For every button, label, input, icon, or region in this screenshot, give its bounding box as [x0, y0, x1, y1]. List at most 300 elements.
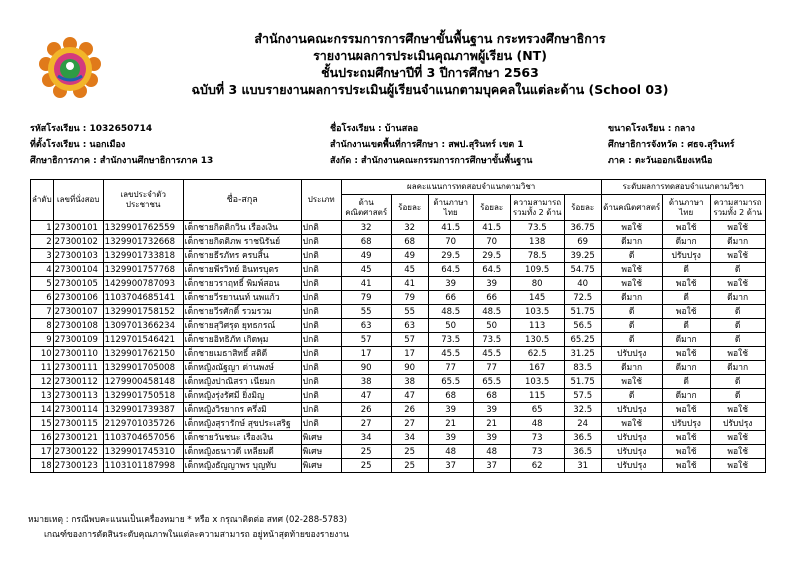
table-cell: พอใช้ [601, 417, 662, 431]
table-cell: 63 [391, 319, 428, 333]
table-cell: พอใช้ [662, 347, 710, 361]
table-cell: 16 [31, 431, 54, 445]
table-cell: 27300105 [53, 277, 103, 291]
report-title-block [110, 30, 750, 98]
table-cell: เด็กชายเมธาสิทธิ์ สติดี [183, 347, 301, 361]
table-cell: ดี [710, 333, 765, 347]
table-cell: เด็กชายพีรวิทย์ อินทรบุตร [183, 263, 301, 277]
table-cell: พอใช้ [662, 221, 710, 235]
table-row [31, 235, 766, 249]
title-line-1: สำนักงานคณะกรรมการการศึกษาขั้นพื้นฐาน กระทรวงศึกษาธิการ [254, 31, 606, 46]
table-row [31, 249, 766, 263]
table-cell: ดี [662, 319, 710, 333]
table-cell: 103.5 [510, 305, 564, 319]
table-cell: ปกติ [301, 375, 341, 389]
table-row [31, 375, 766, 389]
table-row [31, 445, 766, 459]
table-cell: เด็กหญิงณัฐญา ด่านพงษ์ [183, 361, 301, 375]
col-header-no: ลำดับ [31, 180, 54, 221]
table-cell: 7 [31, 305, 54, 319]
table-cell: 6 [31, 291, 54, 305]
table-cell: 69 [564, 235, 601, 249]
table-cell: 27300109 [53, 333, 103, 347]
table-cell: พอใช้ [601, 263, 662, 277]
table-row [31, 277, 766, 291]
table-cell: 1309701366234 [103, 319, 183, 333]
table-cell: 36.5 [564, 431, 601, 445]
table-row [31, 333, 766, 347]
table-cell: 3 [31, 249, 54, 263]
table-cell: เด็กหญิงธนาวดี เหลียมดี [183, 445, 301, 459]
table-cell: พอใช้ [662, 403, 710, 417]
table-cell: 27 [391, 417, 428, 431]
table-cell: 79 [391, 291, 428, 305]
table-cell: 38 [391, 375, 428, 389]
table-cell: เด็กหญิงปาณิสรา เนียมก [183, 375, 301, 389]
table-cell: 45 [391, 263, 428, 277]
table-cell: พอใช้ [662, 459, 710, 473]
table-cell: 103.5 [510, 375, 564, 389]
table-cell: 68 [341, 235, 391, 249]
table-cell: 56.5 [564, 319, 601, 333]
table-cell: เด็กชายสุวิศรุต ยุทธกรณ์ [183, 319, 301, 333]
table-cell: ปกติ [301, 291, 341, 305]
col-header-name: ชื่อ-สกุล [183, 180, 301, 221]
table-cell: 45.5 [473, 347, 510, 361]
table-cell: 39 [473, 431, 510, 445]
table-cell: พอใช้ [710, 221, 765, 235]
table-cell: 39 [428, 277, 473, 291]
table-cell: 73.5 [473, 333, 510, 347]
affiliation: สังกัด : สำนักงานคณะกรรมการการศึกษาขั้นพื้นฐาน [330, 156, 533, 166]
table-cell: 39.25 [564, 249, 601, 263]
table-cell: ดี [662, 375, 710, 389]
table-cell: พอใช้ [601, 375, 662, 389]
table-cell: 65.25 [564, 333, 601, 347]
table-cell: ปกติ [301, 333, 341, 347]
col-header-thai: ด้านภาษาไทย [428, 195, 473, 221]
table-cell: เด็กชายอิทธิภัท เกิดพุม [183, 333, 301, 347]
school-name: ชื่อโรงเรียน : บ้านสลอ [330, 124, 419, 134]
table-cell: 49 [341, 249, 391, 263]
table-cell: ปกติ [301, 403, 341, 417]
table-cell: 31.25 [564, 347, 601, 361]
table-cell: ดีมาก [662, 235, 710, 249]
table-cell: 27300106 [53, 291, 103, 305]
table-cell: 51.75 [564, 305, 601, 319]
table-cell: 27300122 [53, 445, 103, 459]
table-cell: ปรับปรุง [601, 445, 662, 459]
table-cell: 18 [31, 459, 54, 473]
table-cell: 27300113 [53, 389, 103, 403]
table-cell: 1329901733818 [103, 249, 183, 263]
table-cell: เด็กหญิงสุรารักษ์ สุขประเสริฐ [183, 417, 301, 431]
col-header-math-pct: ร้อยละ [391, 195, 428, 221]
table-cell: 77 [428, 361, 473, 375]
table-cell: 68 [473, 389, 510, 403]
table-cell: พอใช้ [662, 305, 710, 319]
table-cell: เด็กชายกิตติภพ ราชนิรันย์ [183, 235, 301, 249]
school-location: ที่ตั้งโรงเรียน : นอกเมือง [30, 140, 126, 150]
table-cell: ดี [601, 319, 662, 333]
table-cell: 90 [341, 361, 391, 375]
col-header-thai-pct: ร้อยละ [473, 195, 510, 221]
table-cell: 9 [31, 333, 54, 347]
table-cell: 64.5 [428, 263, 473, 277]
table-cell: 65.5 [428, 375, 473, 389]
table-cell: 48 [510, 417, 564, 431]
table-cell: 1103704657056 [103, 431, 183, 445]
table-cell: 29.5 [428, 249, 473, 263]
table-row [31, 305, 766, 319]
table-cell: 90 [391, 361, 428, 375]
table-cell: 57 [391, 333, 428, 347]
table-cell: เด็กชายวราฤทธิ์ พิมพ์สอน [183, 277, 301, 291]
table-cell: ปรับปรุง [601, 347, 662, 361]
table-cell: 27300112 [53, 375, 103, 389]
table-cell: 21 [428, 417, 473, 431]
table-row [31, 459, 766, 473]
table-cell: 55 [341, 305, 391, 319]
table-cell: 113 [510, 319, 564, 333]
table-cell: ปกติ [301, 221, 341, 235]
table-cell: ปกติ [301, 389, 341, 403]
table-cell: 26 [391, 403, 428, 417]
table-row [31, 221, 766, 235]
table-cell: พิเศษ [301, 459, 341, 473]
table-cell: พอใช้ [710, 249, 765, 263]
table-cell: 36.5 [564, 445, 601, 459]
table-cell: 4 [31, 263, 54, 277]
table-cell: พอใช้ [710, 431, 765, 445]
table-cell: ดี [601, 249, 662, 263]
table-cell: 41.5 [428, 221, 473, 235]
table-cell: 48 [428, 445, 473, 459]
table-cell: ดี [710, 389, 765, 403]
table-cell: 38 [341, 375, 391, 389]
table-cell: 17 [391, 347, 428, 361]
info-column-middle [330, 121, 532, 169]
table-cell: 51.75 [564, 375, 601, 389]
table-cell: 17 [341, 347, 391, 361]
table-cell: 39 [428, 403, 473, 417]
table-cell: 25 [391, 445, 428, 459]
col-header-math: ด้านคณิตศาสตร์ [341, 195, 391, 221]
table-cell: ปรับปรุง [710, 417, 765, 431]
table-cell: 1329901757768 [103, 263, 183, 277]
table-row [31, 347, 766, 361]
table-cell: 12 [31, 375, 54, 389]
col-group-scores: ผลคะแนนการทดสอบจำแนกตามวิชา [341, 180, 601, 195]
table-cell: เด็กหญิงรุ่งรัศมี ยิ่งมิญ [183, 389, 301, 403]
table-cell: 130.5 [510, 333, 564, 347]
table-cell: 50 [428, 319, 473, 333]
table-cell: พอใช้ [710, 403, 765, 417]
table-cell: 25 [341, 445, 391, 459]
table-cell: 66 [473, 291, 510, 305]
table-cell: 17 [31, 445, 54, 459]
table-cell: 1329901750518 [103, 389, 183, 403]
table-row [31, 263, 766, 277]
table-cell: ปรับปรุง [601, 431, 662, 445]
table-cell: 138 [510, 235, 564, 249]
table-cell: 65 [510, 403, 564, 417]
table-row [31, 431, 766, 445]
table-cell: ดีมาก [710, 361, 765, 375]
table-cell: 15 [31, 417, 54, 431]
table-cell: พอใช้ [710, 277, 765, 291]
region-education-office: ศึกษาธิการภาค : สำนักงานศึกษาธิการภาค 13 [30, 156, 214, 166]
table-cell: 27300104 [53, 263, 103, 277]
table-cell: 79 [341, 291, 391, 305]
table-cell: พอใช้ [710, 347, 765, 361]
table-cell: 45.5 [428, 347, 473, 361]
table-cell: 25 [341, 459, 391, 473]
col-header-level-total: ความสามารถรวมทั้ง 2 ด้าน [710, 195, 765, 221]
table-cell: 1103101187998 [103, 459, 183, 473]
table-cell: ปรับปรุง [601, 459, 662, 473]
table-cell: 1329901745310 [103, 445, 183, 459]
col-header-type: ประเภท [301, 180, 341, 221]
table-cell: พิเศษ [301, 431, 341, 445]
table-cell: พอใช้ [662, 277, 710, 291]
table-cell: 57.5 [564, 389, 601, 403]
table-cell: 57 [341, 333, 391, 347]
table-cell: ดี [710, 375, 765, 389]
table-cell: ดีมาก [662, 333, 710, 347]
table-cell: 1129701546421 [103, 333, 183, 347]
table-cell: ดีมาก [662, 361, 710, 375]
results-table [30, 179, 766, 473]
col-group-levels: ระดับผลการทดสอบจำแนกตามวิชา [601, 180, 765, 195]
table-cell: 41 [341, 277, 391, 291]
table-cell: 78.5 [510, 249, 564, 263]
table-cell: 65.5 [473, 375, 510, 389]
table-cell: 1329901732668 [103, 235, 183, 249]
table-cell: 27300107 [53, 305, 103, 319]
info-column-left [30, 121, 213, 169]
table-cell: 109.5 [510, 263, 564, 277]
table-cell: ปกติ [301, 417, 341, 431]
table-cell: 8 [31, 319, 54, 333]
table-cell: 27300103 [53, 249, 103, 263]
table-cell: 63 [341, 319, 391, 333]
table-cell: 27300101 [53, 221, 103, 235]
table-cell: 39 [473, 403, 510, 417]
table-cell: พอใช้ [710, 459, 765, 473]
table-cell: 2 [31, 235, 54, 249]
table-cell: 48 [473, 445, 510, 459]
table-cell: 83.5 [564, 361, 601, 375]
table-cell: 115 [510, 389, 564, 403]
info-column-right [608, 121, 735, 169]
table-cell: 64.5 [473, 263, 510, 277]
table-cell: 50 [473, 319, 510, 333]
table-cell: 41 [391, 277, 428, 291]
table-cell: 73 [510, 431, 564, 445]
table-cell: 1329901739387 [103, 403, 183, 417]
table-cell: ดีมาก [601, 291, 662, 305]
table-cell: 49 [391, 249, 428, 263]
area-office: สำนักงานเขตพื้นที่การศึกษา : สพป.สุรินทร์ เขต 1 [330, 140, 524, 150]
table-cell: ปรับปรุง [662, 417, 710, 431]
table-cell: 32 [391, 221, 428, 235]
col-header-level-math: ด้านคณิตศาสตร์ [601, 195, 662, 221]
table-cell: 27300102 [53, 235, 103, 249]
table-cell: 37 [428, 459, 473, 473]
table-row [31, 291, 766, 305]
col-header-seat: เลขที่นั่งสอบ [53, 180, 103, 221]
table-cell: 47 [341, 389, 391, 403]
footnote-1: หมายเหตุ : กรณีพบคะแนนเป็นเครื่องหมาย * หรือ x กรุณาติดต่อ สทศ (02-288-5783) [28, 515, 348, 525]
table-cell: ปกติ [301, 361, 341, 375]
obec-logo-icon [38, 36, 102, 100]
table-cell: ดี [601, 305, 662, 319]
table-cell: ดี [662, 263, 710, 277]
table-cell: 27 [341, 417, 391, 431]
table-cell: 73 [510, 445, 564, 459]
table-cell: 21 [473, 417, 510, 431]
table-cell: ดีมาก [601, 361, 662, 375]
table-cell: 37 [473, 459, 510, 473]
table-cell: 41.5 [473, 221, 510, 235]
title-line-4: ฉบับที่ 3 แบบรายงานผลการประเมินผู้เรียนจำแนกตามบุคคลในแต่ละด้าน (School 03) [191, 82, 669, 97]
table-cell: พอใช้ [601, 221, 662, 235]
table-cell: ดีมาก [662, 389, 710, 403]
table-cell: พิเศษ [301, 445, 341, 459]
table-cell: ดี [601, 333, 662, 347]
table-cell: ปกติ [301, 319, 341, 333]
table-cell: 62.5 [510, 347, 564, 361]
table-cell: เด็กหญิงธัญญาพร บุญทับ [183, 459, 301, 473]
school-code: รหัสโรงเรียน : 1032650714 [30, 124, 153, 134]
table-cell: 27300111 [53, 361, 103, 375]
table-row [31, 403, 766, 417]
table-cell: 11 [31, 361, 54, 375]
table-cell: 1329901762559 [103, 221, 183, 235]
table-cell: พอใช้ [662, 431, 710, 445]
school-size: ขนาดโรงเรียน : กลาง [608, 124, 695, 134]
table-cell: เด็กหญิงวิรยากร ครึ่งมิ [183, 403, 301, 417]
table-cell: 1329901762150 [103, 347, 183, 361]
table-cell: 54.75 [564, 263, 601, 277]
table-cell: 27300110 [53, 347, 103, 361]
table-cell: 145 [510, 291, 564, 305]
table-cell: 40 [564, 277, 601, 291]
table-cell: 32 [341, 221, 391, 235]
table-cell: ปกติ [301, 235, 341, 249]
table-cell: 55 [391, 305, 428, 319]
table-cell: 2129701035726 [103, 417, 183, 431]
table-cell: พอใช้ [601, 277, 662, 291]
table-cell: 24 [564, 417, 601, 431]
title-line-3: ชั้นประถมศึกษาปีที่ 3 ปีการศึกษา 2563 [321, 65, 539, 80]
table-cell: 68 [391, 235, 428, 249]
table-cell: เด็กชายกิตติกวิน เรืองเงิน [183, 221, 301, 235]
table-cell: ดี [710, 263, 765, 277]
table-cell: 66 [428, 291, 473, 305]
table-row [31, 417, 766, 431]
table-cell: ปกติ [301, 347, 341, 361]
table-cell: 26 [341, 403, 391, 417]
table-cell: 1329901758152 [103, 305, 183, 319]
table-cell: 27300108 [53, 319, 103, 333]
table-cell: เด็กชายวันชนะ เรืองเงิน [183, 431, 301, 445]
province-office: ศึกษาธิการจังหวัด : ศธจ.สุรินทร์ [608, 140, 735, 150]
table-cell: 36.75 [564, 221, 601, 235]
table-cell: 1103704685141 [103, 291, 183, 305]
footnote-2: เกณฑ์ของการตัดสินระดับคุณภาพในแต่ละความสามารถ อยู่หน้าสุดท้ายของรายงาน [44, 530, 349, 540]
table-cell: ปกติ [301, 263, 341, 277]
table-cell: เด็กชายวีรยานนท์ นพแก้ว [183, 291, 301, 305]
table-cell: 1429900787093 [103, 277, 183, 291]
table-cell: 48.5 [473, 305, 510, 319]
table-cell: 47 [391, 389, 428, 403]
col-header-total: ความสามารถรวมทั้ง 2 ด้าน [510, 195, 564, 221]
table-cell: 39 [473, 277, 510, 291]
table-cell: 34 [391, 431, 428, 445]
table-cell: 70 [428, 235, 473, 249]
table-cell: ดี [710, 319, 765, 333]
table-cell: 62 [510, 459, 564, 473]
table-cell: 13 [31, 389, 54, 403]
table-cell: ดี [710, 305, 765, 319]
table-cell: 73.5 [428, 333, 473, 347]
table-cell: 167 [510, 361, 564, 375]
region: ภาค : ตะวันออกเฉียงเหนือ [608, 156, 713, 166]
table-cell: ดีมาก [601, 235, 662, 249]
table-cell: 27300114 [53, 403, 103, 417]
table-cell: 73.5 [510, 221, 564, 235]
col-header-id: เลขประจำตัวประชาชน [103, 180, 183, 221]
table-cell: ปกติ [301, 305, 341, 319]
table-cell: 27300123 [53, 459, 103, 473]
table-cell: 45 [341, 263, 391, 277]
table-cell: 27300121 [53, 431, 103, 445]
table-cell: 14 [31, 403, 54, 417]
table-cell: ดี [601, 389, 662, 403]
table-cell: 29.5 [473, 249, 510, 263]
table-cell: เด็กชายวีรศักดิ์ รวมรวม [183, 305, 301, 319]
table-cell: ปรับปรุง [662, 249, 710, 263]
table-cell: 80 [510, 277, 564, 291]
table-cell: 72.5 [564, 291, 601, 305]
table-row [31, 361, 766, 375]
table-cell: 5 [31, 277, 54, 291]
table-cell: 77 [473, 361, 510, 375]
col-header-level-thai: ด้านภาษาไทย [662, 195, 710, 221]
table-cell: ปรับปรุง [601, 403, 662, 417]
table-cell: 1329901705008 [103, 361, 183, 375]
table-cell: 10 [31, 347, 54, 361]
table-cell: ปกติ [301, 249, 341, 263]
table-cell: พอใช้ [710, 445, 765, 459]
table-row [31, 319, 766, 333]
table-cell: 32.5 [564, 403, 601, 417]
table-cell: 27300115 [53, 417, 103, 431]
table-cell: ดีมาก [710, 291, 765, 305]
table-cell: 68 [428, 389, 473, 403]
table-cell: ดีมาก [710, 235, 765, 249]
table-cell: เด็กชายธีรภัทร ครบสิ้น [183, 249, 301, 263]
table-cell: 25 [391, 459, 428, 473]
table-cell: 31 [564, 459, 601, 473]
table-cell: 70 [473, 235, 510, 249]
table-cell: พอใช้ [662, 445, 710, 459]
table-cell: 48.5 [428, 305, 473, 319]
table-cell: ปกติ [301, 277, 341, 291]
table-cell: 39 [428, 431, 473, 445]
